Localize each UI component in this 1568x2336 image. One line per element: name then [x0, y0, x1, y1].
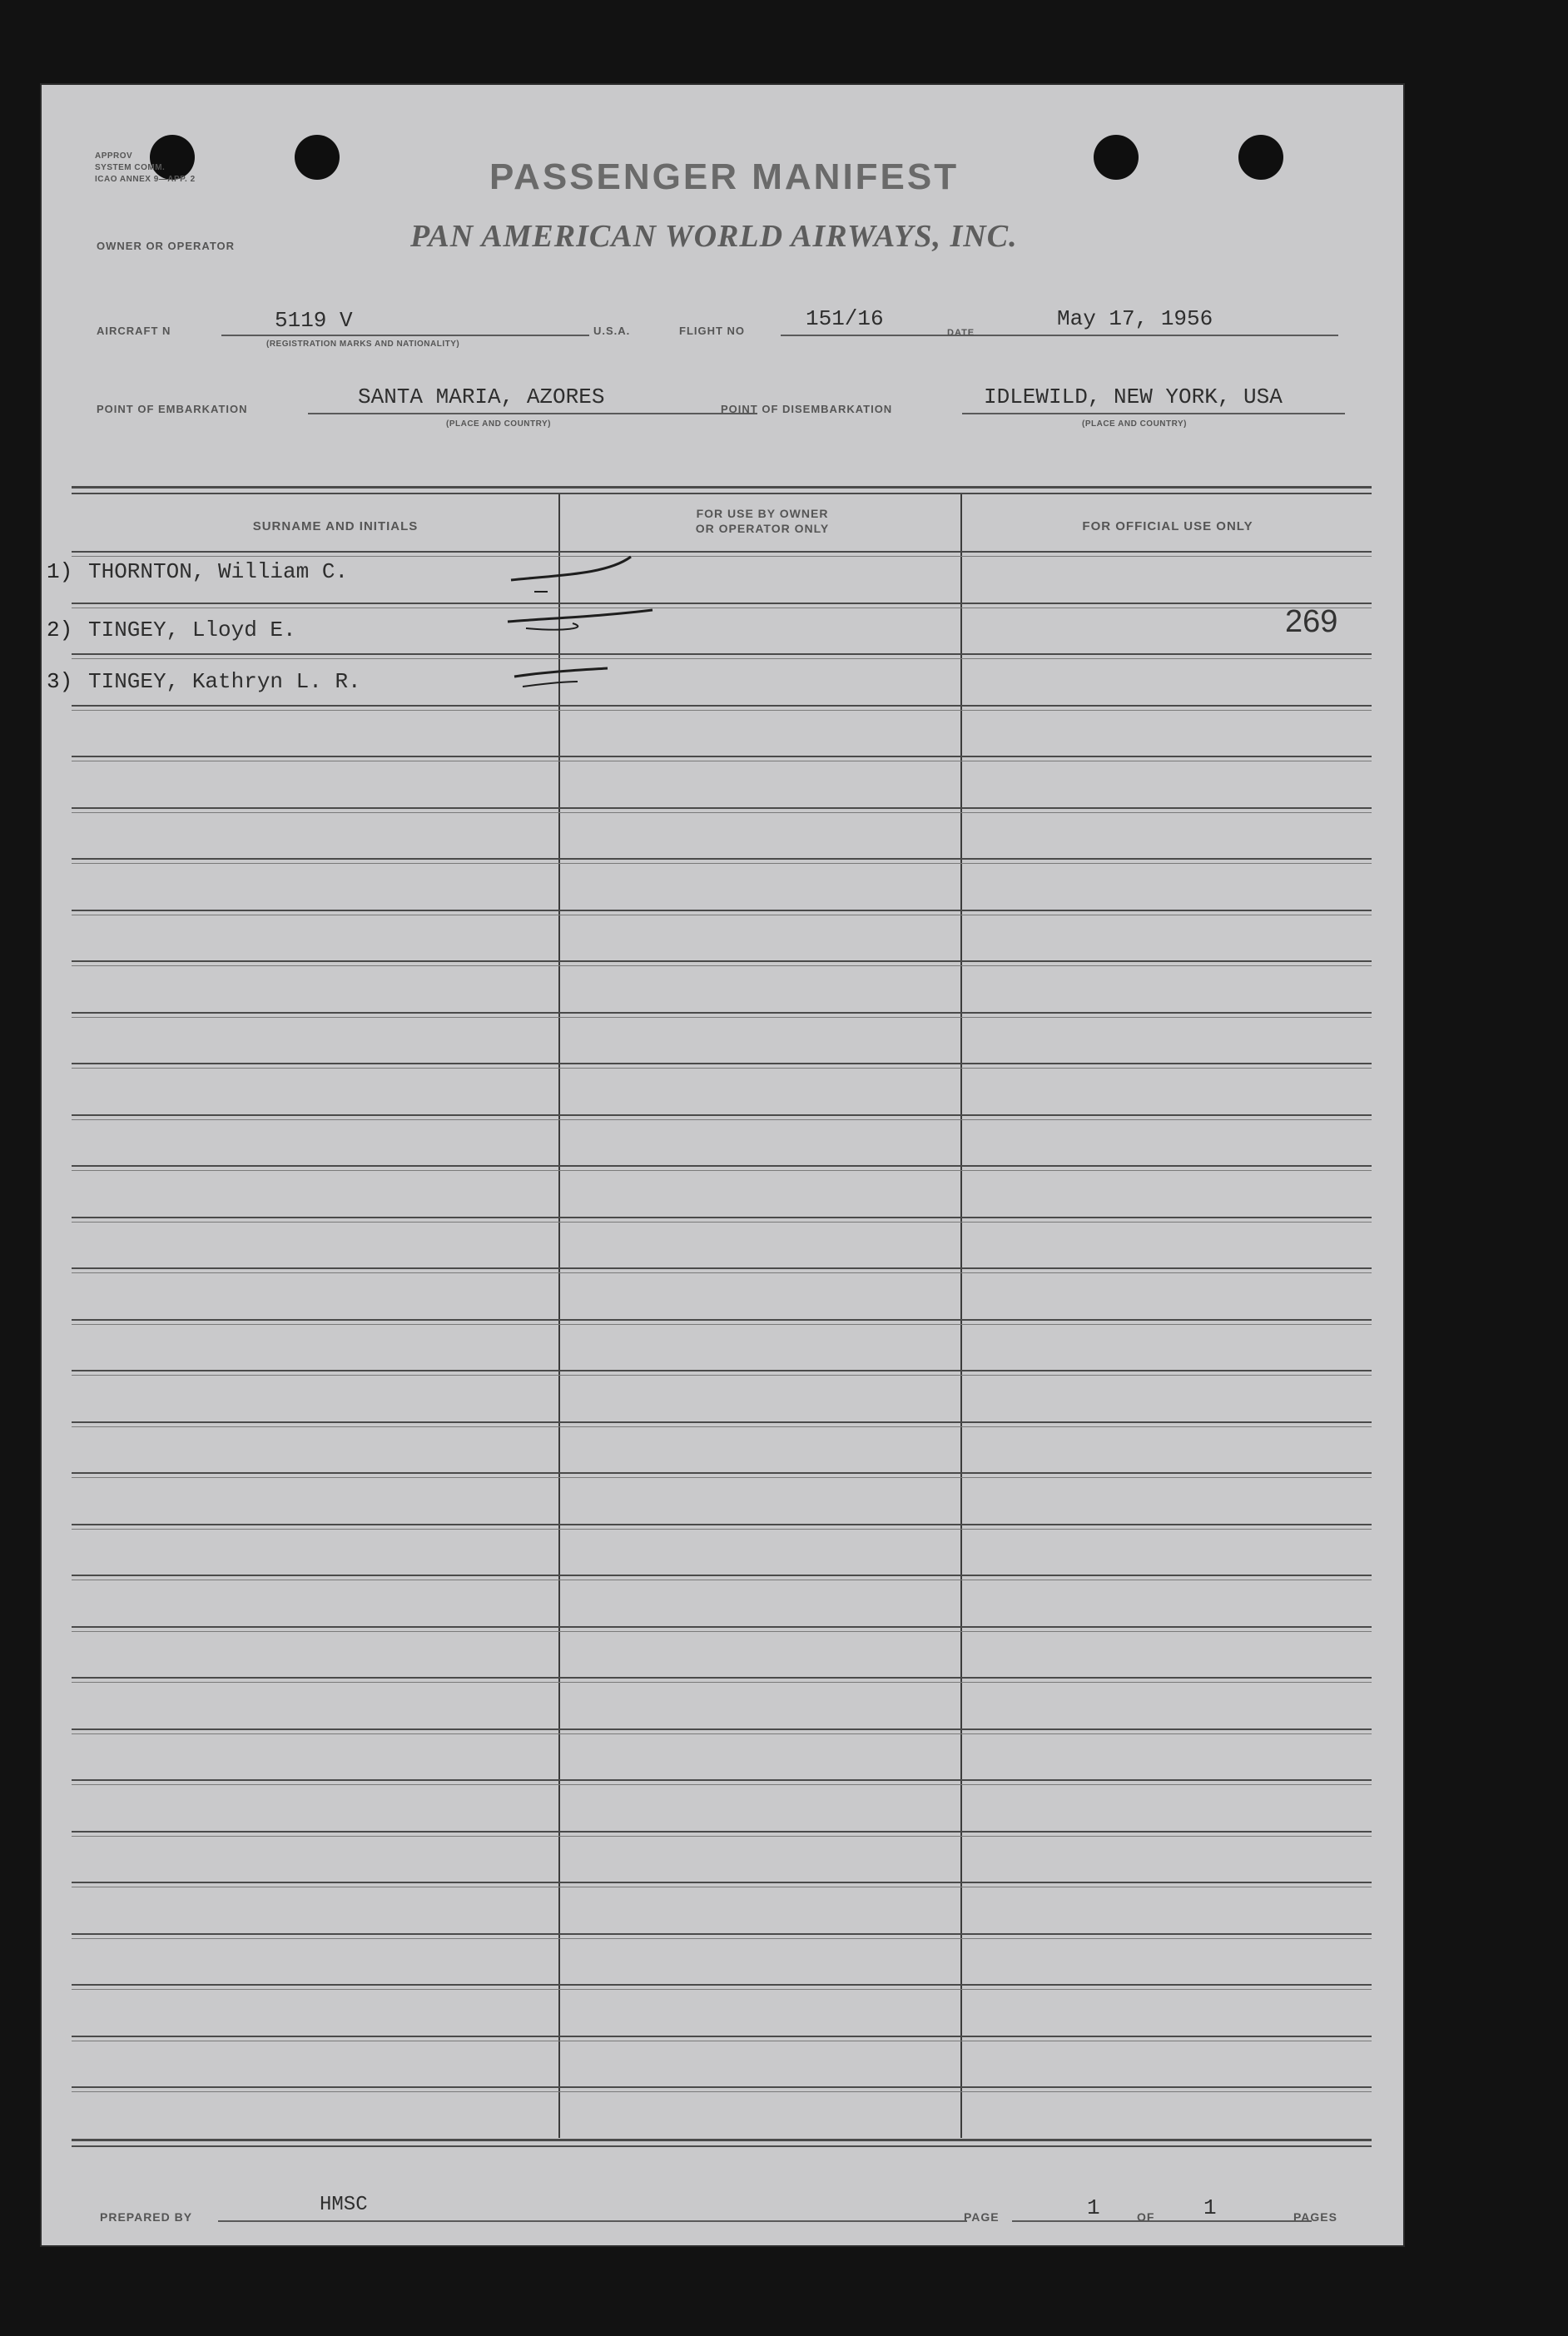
row-rule-light: [72, 965, 1372, 966]
embarkation-label: POINT OF EMBARKATION: [97, 403, 248, 415]
row-rule: [72, 1626, 1372, 1628]
row-rule-light: [72, 1068, 1372, 1069]
row-rule-light: [72, 863, 1372, 864]
row-rule-light: [72, 1375, 1372, 1376]
row-rule-light: [72, 1426, 1372, 1427]
aircraft-label: AIRCRAFT N: [97, 325, 171, 337]
row-rule: [72, 2036, 1372, 2037]
prepared-by-underline: [218, 2220, 967, 2222]
row-rule-light: [72, 1682, 1372, 1683]
aircraft-underline: [221, 335, 589, 336]
handwritten-marks: [506, 545, 706, 712]
row-rule: [72, 1421, 1372, 1423]
punch-hole: [1238, 135, 1283, 180]
row-rule: [72, 603, 1372, 604]
row-number: 1): [47, 559, 73, 584]
row-rule: [72, 1984, 1372, 1986]
usa-label: U.S.A.: [593, 325, 631, 337]
row-rule: [72, 1114, 1372, 1116]
page-label: PAGE: [964, 2210, 1000, 2224]
row-rule: [72, 1063, 1372, 1064]
row-rule: [72, 1319, 1372, 1321]
row-rule-light: [72, 2091, 1372, 2092]
row-rule-light: [72, 812, 1372, 813]
flight-no-value: 151/16: [806, 306, 884, 331]
page-value: 1: [1087, 2195, 1100, 2220]
date-underline: [989, 335, 1338, 336]
column-divider: [558, 494, 560, 2138]
passenger-name: TINGEY, Kathryn L. R.: [88, 669, 361, 694]
row-rule: [72, 1677, 1372, 1679]
row-rule-light: [72, 1938, 1372, 1939]
row-rule-light: [72, 1170, 1372, 1171]
page-underline: [1012, 2220, 1312, 2222]
row-rule-light: [72, 556, 1372, 557]
table-bottom-rule: [72, 2145, 1372, 2147]
row-rule-light: [72, 1529, 1372, 1530]
passenger-name: TINGEY, Lloyd E.: [88, 617, 296, 642]
official-number: 269: [1285, 604, 1338, 639]
row-rule: [72, 1882, 1372, 1883]
row-rule-light: [72, 1836, 1372, 1837]
disembarkation-place-note: (PLACE AND COUNTRY): [1082, 419, 1187, 429]
row-rule-light: [72, 1119, 1372, 1120]
embarkation-value: SANTA MARIA, AZORES: [358, 384, 605, 409]
column-header-owner-line1: FOR USE BY OWNER: [696, 507, 829, 520]
row-rule-light: [72, 1017, 1372, 1018]
row-rule: [72, 960, 1372, 962]
row-rule: [72, 1370, 1372, 1371]
owner-label: OWNER OR OPERATOR: [97, 240, 236, 252]
row-rule: [72, 653, 1372, 655]
table-top-rule: [72, 486, 1372, 489]
of-value: 1: [1203, 2195, 1217, 2220]
prepared-by-value: HMSC: [320, 2194, 368, 2216]
registration-note: (REGISTRATION MARKS AND NATIONALITY): [266, 340, 460, 349]
approval-line-3: ICAO ANNEX 9—APP. 2: [95, 175, 196, 184]
row-rule-light: [72, 1989, 1372, 1990]
row-rule: [72, 1267, 1372, 1269]
date-label: DATE: [947, 328, 975, 338]
row-rule-light: [72, 1733, 1372, 1734]
row-rule-light: [72, 1272, 1372, 1273]
column-header-official: FOR OFFICIAL USE ONLY: [1082, 519, 1253, 533]
date-value: May 17, 1956: [1057, 306, 1213, 331]
row-rule: [72, 1472, 1372, 1474]
row-rule: [72, 910, 1372, 911]
disembarkation-value: IDLEWILD, NEW YORK, USA: [984, 384, 1283, 409]
embarkation-place-note: (PLACE AND COUNTRY): [446, 419, 551, 429]
row-rule: [72, 1524, 1372, 1525]
column-header-owner: [563, 506, 962, 536]
column-divider: [960, 494, 962, 2138]
of-label: OF: [1137, 2210, 1155, 2224]
row-rule: [72, 1728, 1372, 1730]
row-rule: [72, 705, 1372, 707]
row-rule: [72, 1217, 1372, 1218]
row-rule: [72, 1831, 1372, 1833]
table-top-rule: [72, 493, 1372, 494]
punch-hole: [150, 135, 195, 180]
punch-hole: [295, 135, 340, 180]
passenger-name: THORNTON, William C.: [88, 559, 349, 584]
approval-line-1: APPROV: [95, 151, 133, 161]
row-rule-light: [72, 710, 1372, 711]
page-title: PASSENGER MANIFEST: [489, 156, 960, 197]
row-rule-light: [72, 658, 1372, 659]
row-rule: [72, 807, 1372, 809]
row-rule: [72, 1165, 1372, 1167]
table-bottom-rule: [72, 2139, 1372, 2141]
row-rule: [72, 1779, 1372, 1781]
aircraft-value: 5119 V: [275, 308, 353, 333]
row-rule-light: [72, 1631, 1372, 1632]
row-rule: [72, 1933, 1372, 1935]
pages-label: PAGES: [1293, 2210, 1337, 2224]
row-rule: [72, 1575, 1372, 1576]
row-rule: [72, 1012, 1372, 1014]
row-rule-light: [72, 1784, 1372, 1785]
row-rule-light: [72, 1324, 1372, 1325]
row-number: 2): [47, 617, 73, 642]
column-header-surname: SURNAME AND INITIALS: [252, 519, 419, 533]
embarkation-underline: [308, 413, 757, 414]
manifest-sheet: [40, 83, 1405, 2247]
column-header-owner-line2: OR OPERATOR ONLY: [695, 522, 830, 535]
disembarkation-underline: [962, 413, 1345, 414]
flight-no-label: FLIGHT NO: [679, 325, 746, 337]
approval-line-2: SYSTEM COMM.: [95, 163, 166, 172]
row-number: 3): [47, 669, 73, 694]
company-name: PAN AMERICAN WORLD AIRWAYS, INC.: [410, 219, 1018, 254]
row-rule: [72, 756, 1372, 757]
punch-hole: [1094, 135, 1139, 180]
row-rule: [72, 551, 1372, 553]
row-rule: [72, 2086, 1372, 2088]
row-rule-light: [72, 1477, 1372, 1478]
disembarkation-label: POINT OF DISEMBARKATION: [721, 403, 893, 415]
row-rule-light: [72, 1222, 1372, 1223]
row-rule: [72, 858, 1372, 860]
prepared-by-label: PREPARED BY: [100, 2210, 193, 2224]
